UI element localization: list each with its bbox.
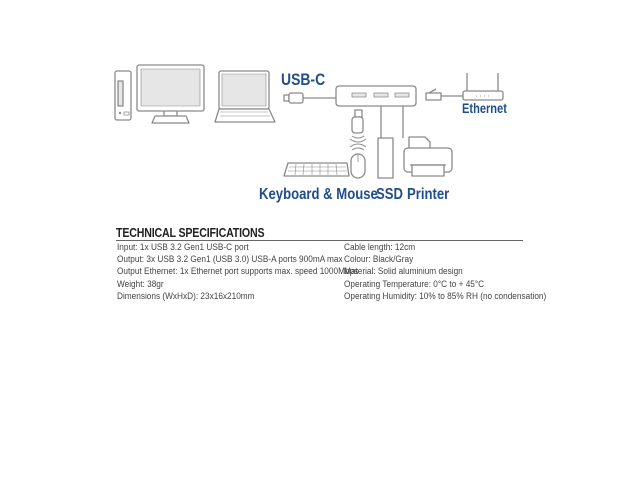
printer-label: Printer (407, 186, 450, 203)
specs-right-column (344, 242, 579, 303)
ssd-label: SSD (376, 186, 403, 203)
specs-heading: TECHNICAL SPECIFICATIONS (116, 226, 265, 240)
printer-icon (404, 137, 452, 176)
usb-c-plug-icon (284, 93, 336, 103)
spec-dimensions: Dimensions (WxHxD): 23x16x210mm (117, 290, 255, 302)
spec-input: Input: 1x USB 3.2 Gen1 USB-C port (117, 242, 249, 253)
connection-diagram (0, 0, 640, 215)
keyboard-icon (284, 163, 349, 176)
keyboard-mouse-label: Keyboard & Mouse (259, 186, 378, 203)
monitor-icon (137, 65, 204, 123)
mouse-icon (351, 154, 365, 178)
spec-operating-humidity: Operating Humidity: 10% to 85% RH (no condensation) (344, 290, 547, 302)
usb-hub-icon (336, 86, 416, 106)
spec-output: Output: 3x USB 3.2 Gen1 (USB 3.0) USB-A ports 900mA max (117, 254, 343, 266)
specs-divider (116, 240, 523, 241)
spec-material: Material: Solid aluminium design (344, 266, 463, 278)
ethernet-label: Ethernet (462, 101, 507, 116)
spec-colour: Colour: Black/Gray (344, 254, 414, 266)
ethernet-plug-icon (426, 89, 463, 100)
ssd-icon (378, 138, 393, 178)
spec-operating-temperature: Operating Temperature: 0°C to + 45°C (344, 278, 485, 290)
usb-dongle-icon (352, 110, 363, 133)
usb-c-label: USB-C (281, 70, 326, 89)
router-icon (463, 73, 503, 100)
spec-cable-length: Cable length: 12cm (344, 242, 416, 253)
spec-output-ethernet: Output Ethernet: 1x Ethernet port supports max. speed 1000Mbps (117, 266, 359, 278)
wireless-signal-icon (350, 136, 366, 150)
laptop-icon (215, 71, 275, 122)
desktop-tower-icon (115, 71, 131, 120)
spec-weight: Weight: 38gr (117, 278, 164, 290)
